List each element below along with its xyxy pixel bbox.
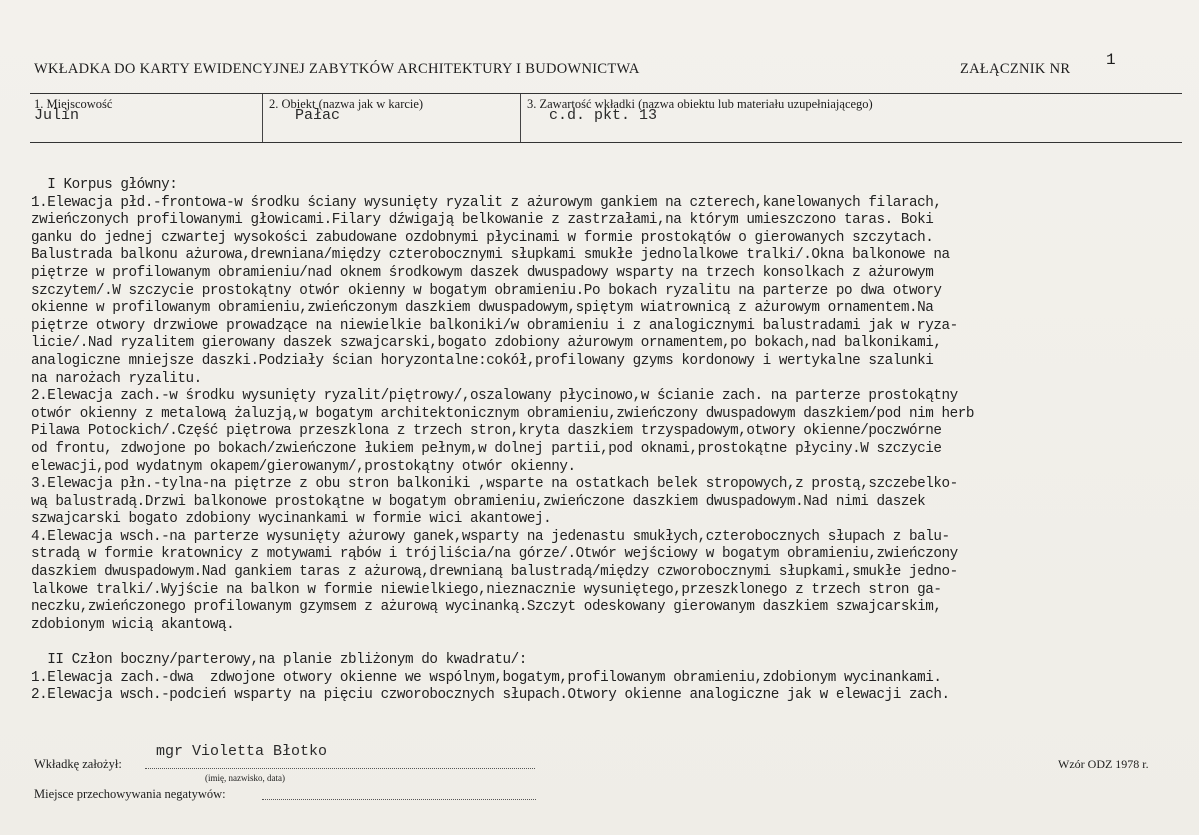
- body-line: piętrze otwory drzwiowe prowadzące na niewielkie balkoniki/w obramieniu i z analogicznymi balustradami jak w ryza-: [31, 317, 958, 334]
- body-line: ganku do jednej czwartej wysokości zabudowane ozdobnymi płycinami w formie prostokątów o gierowanych szczytach.: [31, 229, 934, 246]
- locality-field: [30, 94, 262, 142]
- annex-number: 1: [1106, 51, 1116, 69]
- content-field: [520, 94, 1183, 142]
- body-line: 3.Elewacja płn.-tylna-na piętrze z obu stron balkoniki ,wsparte na ostatkach belek stropowych,z prostą,szczebelko-: [31, 476, 958, 493]
- body-line: piętrze w profilowanym obramieniu/nad oknem środkowym daszek dwuspadowy wsparty na trzech konsolkach z ażurowym: [31, 264, 934, 281]
- form-code: Wzór ODZ 1978 r.: [1058, 757, 1149, 771]
- body-line: 1.Elewacja zach.-dwa zdwojone otwory okienne we wspólnym,bogatym,profilowanym obramieniu,zdobionym wycinankami.: [31, 669, 942, 686]
- body-line: I Korpus główny:: [31, 177, 178, 193]
- insert-label: Wkładkę założył:: [34, 757, 122, 771]
- object-value: Pałac: [295, 107, 341, 124]
- body-line: zdobionym wicią akantową.: [31, 616, 235, 633]
- object-label: 2. Obiekt (nazwa jak w karcie): [269, 97, 424, 111]
- storage-label: Miejsce przechowywania negatywów:: [34, 787, 226, 801]
- body-line: zwieńczonych profilowanymi głowicami.Filary dźwigają belkowanie z zastrzałami,na którym umieszczono taras. Boki: [31, 212, 934, 229]
- typed-description: [31, 177, 1191, 705]
- body-line: analogiczne mniejsze daszki.Podziały ścian horyzontalne:cokół,profilowany gzyms kordonowy i wertykalne szalunki: [31, 352, 934, 369]
- body-line: Balustrada balkonu ażurowa,drewniana/między czterobocznymi słupkami smukłe jednolalkowe tralki/.Okna balkonowe na: [31, 247, 950, 264]
- body-line: szczytem/.W szczycie prostokątny otwór okienny w bogatym obramieniu.Po bokach ryzalitu na parterze po dwa otwory: [31, 282, 942, 299]
- locality-value: Julin: [34, 107, 80, 124]
- annex-label: ZAŁĄCZNIK NR: [960, 61, 1071, 77]
- body-line: II Człon boczny/parterowy,na planie zbliżonym do kwadratu/:: [31, 652, 527, 669]
- body-line: 1.Elewacja płd.-frontowa-w środku ściany wysunięty ryzalit z ażurowym gankiem na czterech,kanelowanych filarach,: [31, 194, 942, 211]
- body-line: 2.Elewacja zach.-w środku wysunięty ryzalit/piętrowy/,oszalowany płycinowo,w ścianie zach. na parterze prostokątny: [31, 388, 958, 405]
- body-line: neczku,zwieńczonego profilowanym gzymsem z ażurową wycinanką.Szczyt odeskowany gierowanym daszkiem szwajcarskim,: [31, 599, 942, 616]
- body-line: od frontu, zdwojone po bokach/zwieńczone łukiem pełnym,w dolnej partii,pod oknami,prostokątne płyciny.W szczycie: [31, 440, 942, 457]
- body-line: otwór okienny z metalową żaluzją,w bogatym architektonicznym obramieniu,zwieńczony dwuspadowym daszkiem/pod nim herb: [31, 405, 975, 422]
- body-line: Pilawa Potockich/.Część piętrowa przeszklona z trzech stron,kryta daszkiem trzyspadowym,otwory okienne/poczwórne: [31, 423, 942, 440]
- author-name: mgr Violetta Błotko: [156, 743, 328, 760]
- body-line: na narożach ryzalitu.: [31, 370, 202, 387]
- body-line: licie/.Nad ryzalitem gierowany daszek szwajcarski,bogato zdobiony ażurowym ornamentem,po bokach,nad balkonikami,: [31, 335, 942, 352]
- body-line: okienne w profilowanym obramieniu,zwieńczonym daszkiem dwuspadowym,spiętym wiatrownicą z ażurowym ornamentem.Na: [31, 300, 934, 317]
- author-note: (imię, nazwisko, data): [205, 773, 285, 783]
- body-line: lalkowe tralki/.Wyjście na balkon w formie niewielkiego,nieznacznie wysuniętego,przeszklonego z trzech stron ga-: [31, 581, 942, 598]
- content-value: c.d. pkt. 13: [549, 107, 658, 124]
- body-line: daszkiem dwuspadowym.Nad gankiem taras z ażurową,drewnianą balustradą/między czworobocznymi słupkami,smukłe jedno-: [31, 564, 958, 581]
- content-label: 3. Zawartość wkładki (nazwa obiektu lub materiału uzupełniającego): [527, 97, 873, 111]
- storage-dotted-line: [262, 799, 536, 800]
- card-title: WKŁADKA DO KARTY EWIDENCYJNEJ ZABYTKÓW ARCHITEKTURY I BUDOWNICTWA: [34, 61, 640, 77]
- body-line: wą balustradą.Drzwi balkonowe prostokątne w bogatym obramieniu,zwieńczone daszkiem dwuspadowym.Nad nimi daszek: [31, 493, 926, 510]
- body-line: 2.Elewacja wsch.-podcień wsparty na pięciu czworobocznych słupach.Otwory okienne analogiczne jak w elewacji zach.: [31, 687, 950, 704]
- body-line: 4.Elewacja wsch.-na parterze wysunięty ażurowy ganek,wsparty na jedenastu smukłych,czterobocznych słupach z balu-: [31, 528, 950, 545]
- object-field: [262, 94, 521, 142]
- body-line: elewacji,pod wydatnym okapem/gierowanym/,prostokątny otwór okienny.: [31, 458, 576, 475]
- fields-row: [30, 93, 1182, 143]
- body-line: stradą w formie kratownicy z motywami rąbów i trójliścia/na górze/.Otwór wejściowy w bogatym obramieniu,zwieńczony: [31, 546, 958, 563]
- author-dotted-line: [145, 768, 535, 769]
- body-line: szwajcarski bogato zdobiony wycinankami w formie wici akantowej.: [31, 511, 552, 528]
- locality-label: 1. Miejscowość: [34, 97, 113, 111]
